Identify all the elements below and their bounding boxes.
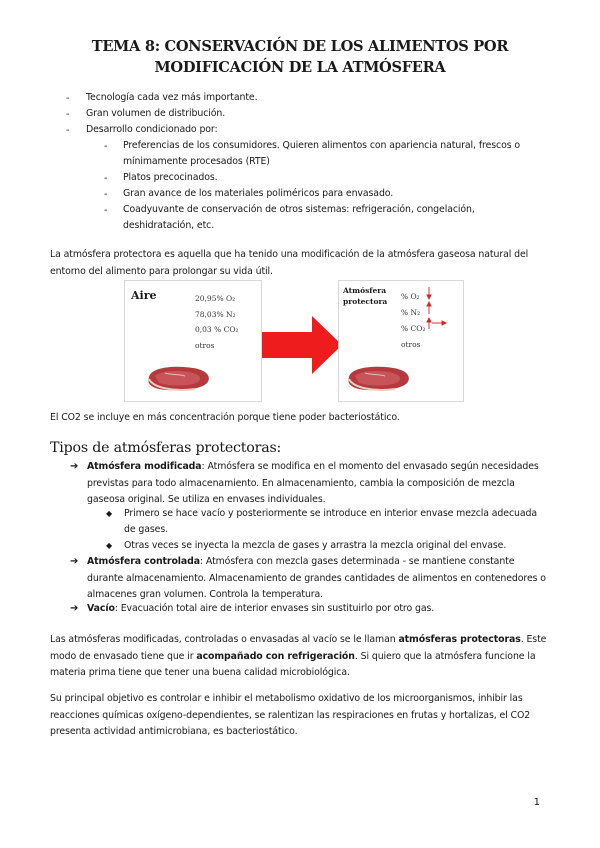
protective-atmosphere-panel <box>338 280 464 402</box>
air-composition <box>195 291 239 353</box>
arrow-bullet-icon: ➔ <box>70 461 79 472</box>
type-label: Atmósfera controlada <box>87 556 200 567</box>
sub-item: Otras veces se inyecta la mezcla de gases y arrastra la mezcla original del envase. <box>124 540 507 551</box>
definition-paragraph: La atmósfera protectora es aquella que ha tenido una modificación de la atmósfera gaseosa natural del entorno del alimento para prolongar su vida útil. <box>50 249 529 277</box>
list-item: Desarrollo condicionado por: <box>86 124 218 135</box>
diamond-bullet-icon: ◆ <box>106 541 113 550</box>
co2-note: El CO2 se incluye en más concentración porque tiene poder bacteriostático. <box>50 412 400 423</box>
type-item-vacuum <box>87 601 552 618</box>
dash-marker: - <box>66 125 70 136</box>
arrow-bullet-icon: ➔ <box>70 603 79 614</box>
type-label: Atmósfera modificada <box>87 461 202 472</box>
dash-marker: - <box>104 173 108 184</box>
dash-marker: - <box>66 93 70 104</box>
list-item: Tecnología cada vez más importante. <box>86 92 258 103</box>
dash-marker: - <box>104 205 108 216</box>
dash-marker: - <box>104 189 108 200</box>
composition-line: otros <box>195 340 215 350</box>
protective-composition <box>401 289 425 353</box>
big-red-arrow <box>262 316 342 374</box>
composition-change-arrows <box>425 285 449 335</box>
type-item-modified <box>87 459 552 509</box>
arrow-bullet-icon: ➔ <box>70 556 79 567</box>
diamond-bullet-icon: ◆ <box>106 509 113 518</box>
meat-steak-illustration <box>345 363 413 393</box>
protective-atmosphere-label: Atmósfera protectora <box>343 286 388 306</box>
composition-line: 0,03 % CO₂ <box>195 325 239 334</box>
dash-marker: - <box>104 141 108 152</box>
protective-atmospheres-paragraph <box>50 632 550 682</box>
type-text: : Evacuación total aire de interior envases sin sustituirlo por otro gas. <box>114 603 435 614</box>
composition-line: % CO₂ <box>401 324 426 333</box>
meat-steak-illustration <box>145 363 213 393</box>
air-label: Aire <box>131 289 157 302</box>
bold-run: acompañado con refrigeración <box>196 650 355 662</box>
composition-line: 78,03% N₂ <box>195 309 236 319</box>
page-title: TEMA 8: CONSERVACIÓN DE LOS ALIMENTOS POR MODIFICACIÓN DE LA ATMÓSFERA <box>91 38 509 76</box>
composition-line: otros <box>401 340 421 349</box>
type-text: : Atmósfera con mezcla gases determinada - se mantiene constante durante almacenamiento. Almacenamiento de grandes cantidades de alimentos en contenedores o almacenes gran volumen. Controla la temperatura. <box>87 556 546 600</box>
list-item: Gran volumen de distribución. <box>86 108 226 119</box>
list-item: Gran avance de los materiales poliméricos para envasado. <box>123 188 394 199</box>
bold-run: atmósferas protectoras <box>398 634 521 645</box>
list-item: Preferencias de los consumidores. Quieren alimentos con apariencia natural, frescos o mínimamente procesados (RTE) <box>123 140 521 167</box>
list-item: Coadyuvante de conservación de otros sistemas: refrigeración, congelación, deshidratación, etc. <box>123 204 475 231</box>
sub-item: Primero se hace vacío y posteriormente se introduce en interior envase mezcla adecuada de gases. <box>124 508 537 535</box>
dash-marker: - <box>66 109 70 120</box>
air-panel <box>124 280 262 402</box>
type-text: : Atmósfera se modifica en el momento del envasado según necesidades previstas para todo almacenamiento. En almacenamiento, cambia la composición de mezcla gaseosa original. Se utiliza en envases individuales. <box>87 461 539 505</box>
list-item: Platos precocinados. <box>123 172 218 183</box>
text-run: . Si quiero que la atmósfera funcione la materia prima tiene que tener una buena calidad microbiológica. <box>50 650 536 678</box>
composition-line: % O₂ <box>401 292 420 301</box>
text-run: Las atmósferas modificadas, controladas o envasadas al vacío se le llaman <box>50 634 399 645</box>
page-number: 1 <box>533 797 540 808</box>
objective-paragraph: Su principal objetivo es controlar e inhibir el metabolismo oxidativo de los microorganismos, inhibir las reacciones químicas oxígeno-dependientes, se ralentizan las respiraciones en frutas y hortalizas, el CO2 presenta actividad antimicrobiana, es bacteriostático. <box>50 693 531 737</box>
text-run: . Este modo de envasado tiene que ir <box>50 634 547 662</box>
type-label: Vacío <box>87 603 115 614</box>
section-heading: Tipos de atmósferas protectoras: <box>50 440 282 456</box>
composition-line: 20,95% O₂ <box>195 294 236 303</box>
type-item-controlled <box>87 554 552 604</box>
composition-line: % N₂ <box>401 308 421 317</box>
